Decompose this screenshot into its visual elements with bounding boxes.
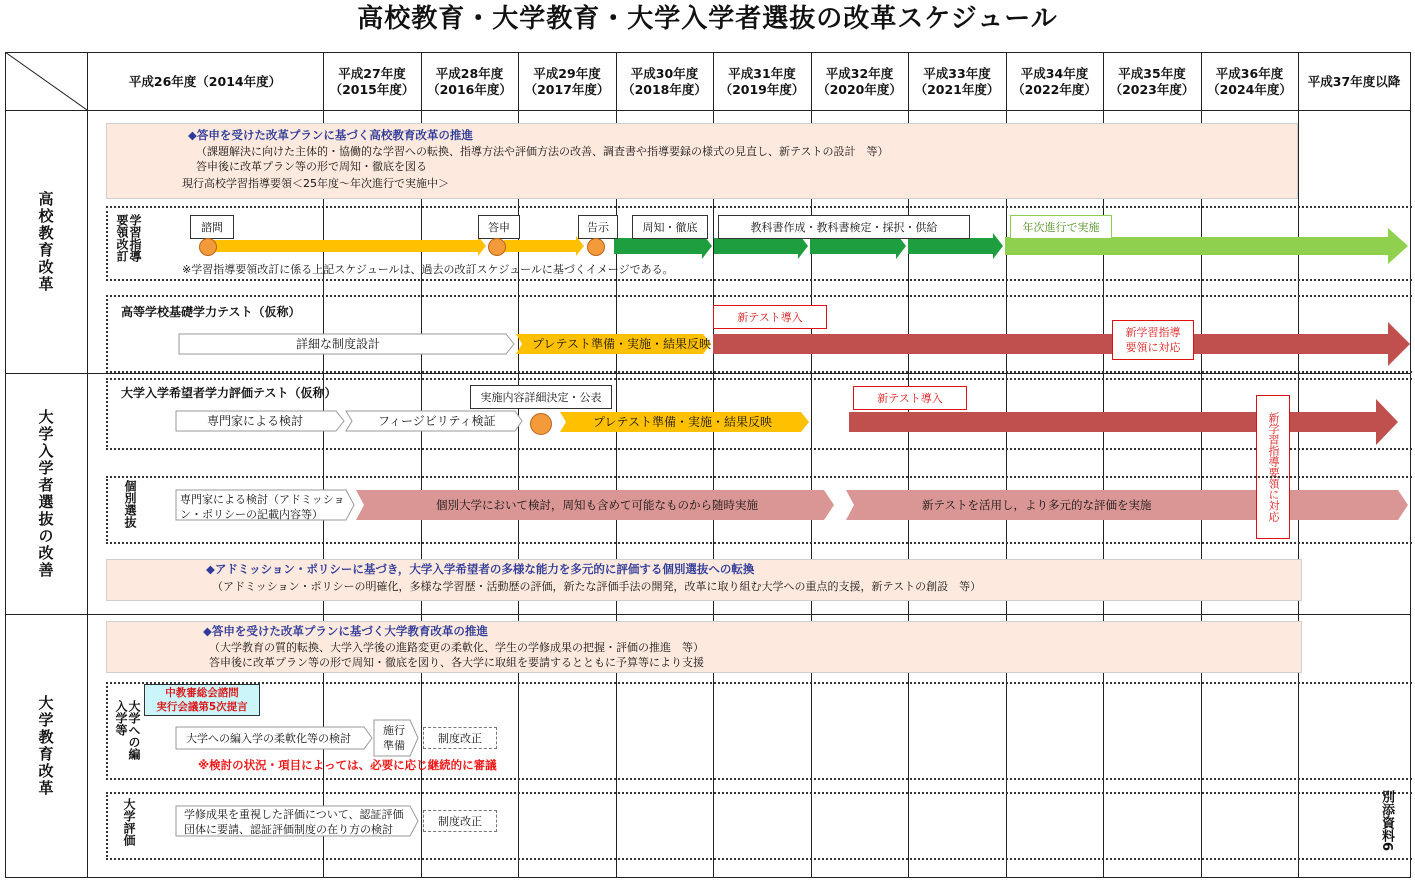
- eval-revise-label: 制度改正: [423, 810, 497, 832]
- milestone-consult: 諮問: [190, 215, 234, 239]
- transfer-row-label: 大学への編入学等: [114, 700, 141, 760]
- univ-plan-heading: ◆答申を受けた改革プランに基づく大学教育改革の推進: [203, 624, 488, 638]
- adm-plan-heading: ◆アドミッション・ポリシーに基づき，大学入学希望者の多様な能力を多元的に評価する個別選抜への転換: [206, 562, 755, 576]
- hs-plan-note: 答申後に改革プラン等の形で周知・徹底を図る: [196, 160, 427, 173]
- milestone-publicize: 周知・徹底: [632, 215, 708, 239]
- hs-test-design-label: 詳細な制度設計: [296, 337, 381, 351]
- univ-plan-detail: （大学教育の質的転換、大学入学後の進路変更の柔軟化、学生の学修成果の把握・評価の推進 等）: [209, 641, 704, 654]
- ind-expert-l1: 専門家による検討（アドミッショ: [180, 493, 345, 506]
- milestone-notice-dot: [587, 238, 605, 256]
- transfer-prep-label: 施行 準備: [383, 724, 405, 752]
- adm-curriculum-label: 新学習指導要領に対応: [1256, 395, 1290, 539]
- section-admission-reform: 大学入学者選抜の改善: [36, 408, 55, 579]
- hs-test-new-label: 新テスト導入: [713, 305, 827, 329]
- year-2019: 平成31年度 （2019年度）: [719, 66, 805, 97]
- section-hs-reform: 高校教育改革: [36, 190, 55, 293]
- year-2025-later: 平成37年度以降: [1307, 74, 1401, 89]
- ind-each-label: 個別大学において検討，周知も含めて可能なものから随時実施: [436, 498, 758, 512]
- curriculum-note: ※学習指導要領改訂に係る上記スケジュールは、過去の改訂スケジュールに基づくイメージである。: [182, 263, 674, 276]
- adm-expert-label: 専門家による検討: [207, 414, 304, 428]
- adm-feas-label: フィージビリティ検証: [378, 414, 496, 428]
- transfer-study-label: 大学への編入学の柔軟化等の検討: [186, 732, 351, 745]
- hs-test-curriculum-label: 新学習指導 要領に対応: [1112, 320, 1194, 360]
- hs-current-guideline: 現行高校学習指導要領＜25年度～年次進行で実施中＞: [182, 177, 449, 190]
- arrow-consult-to-report: [214, 236, 486, 256]
- adm-new-label: 新テスト導入: [853, 386, 967, 410]
- milestone-report-dot: [488, 238, 506, 256]
- year-2018: 平成30年度 （2018年度）: [622, 66, 707, 97]
- milestone-textbook: 教科書作成・教科書検定・採択・供給: [718, 215, 970, 239]
- attachment-label: 別添資料6: [1379, 790, 1394, 852]
- adm-test-title: 大学入学希望者学力評価テスト（仮称）: [121, 386, 337, 400]
- transfer-revise-label: 制度改正: [423, 727, 497, 749]
- milestone-consult-dot: [199, 238, 217, 256]
- hs-test-title: 高等学校基礎学力テスト（仮称）: [121, 305, 301, 319]
- arrow-report-to-notice: [504, 236, 584, 256]
- year-2017: 平成29年度 （2017年度）: [524, 66, 610, 97]
- milestone-notice: 告示: [578, 215, 618, 239]
- milestone-report: 答申: [478, 215, 520, 239]
- ind-expert-l2: ン・ポリシーの記載内容等）: [180, 508, 323, 521]
- year-2016: 平成28年度 （2016年度）: [427, 66, 512, 97]
- year-2021: 平成33年度 （2021年度）: [914, 66, 1000, 97]
- individual-row-label: 個別選抜: [123, 480, 137, 528]
- eval-row-label: 大学評価: [122, 798, 136, 846]
- adm-pre-label: プレテスト準備・実施・結果反映: [593, 415, 773, 429]
- hs-test-pre-label: プレテスト準備・実施・結果反映: [532, 337, 712, 351]
- year-2015: 平成27年度 （2015年度）: [329, 66, 415, 97]
- eval-study-l2: 団体に要請、認証評価制度の在り方の検討: [184, 823, 393, 836]
- hs-plan-detail: （課題解決に向けた主体的・協働的な学習への転換、指導方法や評価方法の改善、調査書や指導要録の様式の見直し、新テストの設計 等）: [196, 145, 889, 158]
- curriculum-row-label: 学習指導要領改訂: [115, 214, 142, 262]
- adm-announce-dot: [530, 413, 552, 435]
- year-2020: 平成32年度 （2020年度）: [817, 66, 902, 97]
- milestone-annual: 年次進行で実施: [1010, 215, 1112, 239]
- year-2024: 平成36年度 （2024年度）: [1207, 66, 1292, 97]
- section-univ-reform: 大学教育改革: [36, 694, 55, 797]
- council-label: 中教審総会諮問 実行会議第5次提言: [144, 684, 260, 716]
- ind-new-label: 新テストを活用し，より多元的な評価を実施: [922, 498, 1152, 512]
- hs-plan-heading: ◆答申を受けた改革プランに基づく高校教育改革の推進: [188, 128, 473, 142]
- adm-test-detail-label: 実施内容詳細決定・公表: [470, 385, 612, 409]
- year-2023: 平成35年度 （2023年度）: [1109, 66, 1195, 97]
- year-2022: 平成34年度 （2022年度）: [1012, 66, 1097, 97]
- year-2014: 平成26年度（2014年度）: [128, 74, 282, 89]
- eval-study-l1: 学修成果を重視した評価について、認証評価: [184, 808, 404, 821]
- univ-plan-note: 答申後に改革プラン等の形で周知・徹底を図り、各大学に取組を要請するとともに予算等により支援: [209, 656, 704, 669]
- transfer-note: ※検討の状況・項目によっては、必要に応じ継続的に審議: [198, 758, 497, 772]
- page-title: 高校教育・大学教育・大学入学者選抜の改革スケジュール: [357, 4, 1058, 34]
- adm-plan-detail: （アドミッション・ポリシーの明確化，多様な学習歴・活動歴の評価，新たな評価手法の開発，改革に取り組む大学への重点的支援，新テストの創設 等）: [212, 580, 982, 593]
